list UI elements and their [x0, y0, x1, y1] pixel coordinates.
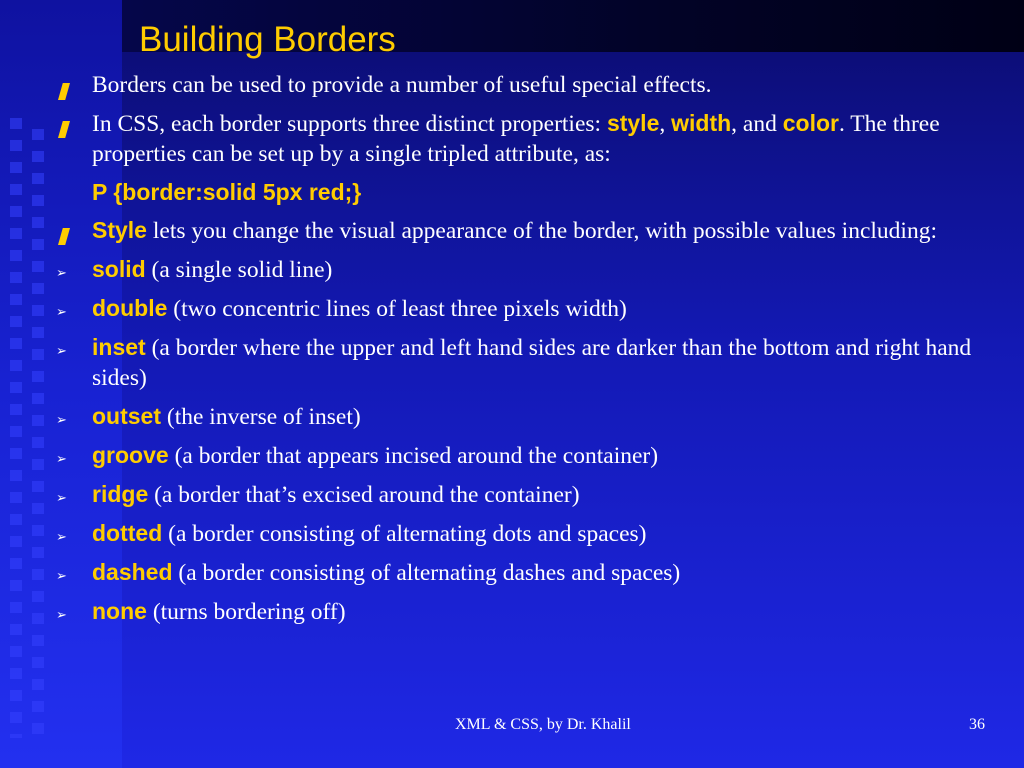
- keyword-color: color: [782, 110, 839, 136]
- arrowhead-icon: ➢: [56, 491, 67, 506]
- keyword-style: style: [606, 110, 660, 136]
- value-description: (a border that’s excised around the container): [148, 482, 580, 508]
- arrowhead-icon: ➢: [56, 305, 67, 320]
- slanted-bar-icon: [58, 121, 70, 138]
- slide-number: 36: [969, 716, 985, 733]
- keyword-style: Style: [92, 217, 147, 243]
- arrowhead-icon: ➢: [56, 530, 67, 545]
- sub-bullet-item: [52, 440, 1002, 471]
- bullet-text: . The three properties can be set up by a single tripled attribute, as:: [92, 111, 940, 167]
- value-description: (turns bordering off): [146, 599, 346, 625]
- value-description: (two concentric lines of least three pixels width): [167, 296, 627, 322]
- slanted-bar-icon: [58, 83, 70, 100]
- bullet-item: [52, 108, 1002, 169]
- arrowhead-icon: ➢: [56, 608, 67, 623]
- arrowhead-icon: ➢: [56, 413, 67, 428]
- sub-bullet-item: [52, 293, 1002, 324]
- value-keyword: groove: [92, 442, 169, 468]
- bullet-item: [52, 215, 1002, 246]
- value-description: (a border consisting of alternating dashes and spaces): [172, 560, 681, 586]
- code-example: P {border:solid 5px red;}: [92, 179, 362, 205]
- arrowhead-icon: ➢: [56, 344, 67, 359]
- footer-text: XML & CSS, by Dr. Khalil: [455, 716, 631, 733]
- arrowhead-icon: ➢: [56, 569, 67, 584]
- sub-bullet-item: [52, 332, 1002, 393]
- sub-bullet-item: [52, 557, 1002, 588]
- slide-title: Building Borders: [139, 20, 396, 59]
- value-keyword: double: [92, 295, 168, 321]
- bullet-item: [52, 70, 1002, 100]
- decorative-squares: [6, 118, 46, 738]
- slide-content: [52, 70, 1002, 635]
- arrowhead-icon: ➢: [56, 266, 67, 281]
- value-keyword: outset: [92, 403, 161, 429]
- bullet-text: ,: [659, 111, 672, 137]
- value-description: (a border where the upper and left hand sides are darker than the bottom and right hand sides): [92, 335, 972, 391]
- bullet-text: In CSS, each border supports three distinct properties:: [92, 111, 607, 137]
- bullet-text: Borders can be used to provide a number of useful special effects.: [92, 72, 712, 98]
- keyword-width: width: [671, 110, 732, 136]
- value-keyword: dotted: [92, 520, 163, 546]
- sub-bullet-item: [52, 596, 1002, 627]
- value-keyword: solid: [92, 256, 146, 282]
- value-description: (a border that appears incised around the container): [168, 443, 659, 469]
- value-keyword: dashed: [92, 559, 173, 585]
- value-description: (a border consisting of alternating dots and spaces): [162, 521, 647, 547]
- value-keyword: ridge: [92, 481, 149, 507]
- slide-footer: [0, 716, 1024, 740]
- arrowhead-icon: ➢: [56, 452, 67, 467]
- sub-bullet-item: [52, 254, 1002, 285]
- bullet-text: lets you change the visual appearance of the border, with possible values including:: [146, 218, 937, 244]
- value-keyword: inset: [92, 334, 146, 360]
- slanted-bar-icon: [58, 228, 70, 245]
- bullet-text: , and: [731, 111, 783, 137]
- sub-bullet-item: [52, 518, 1002, 549]
- value-keyword: none: [92, 598, 147, 624]
- sub-bullet-item: [52, 479, 1002, 510]
- sub-bullet-item: [52, 401, 1002, 432]
- value-description: (the inverse of inset): [161, 404, 361, 430]
- value-description: (a single solid line): [145, 257, 333, 283]
